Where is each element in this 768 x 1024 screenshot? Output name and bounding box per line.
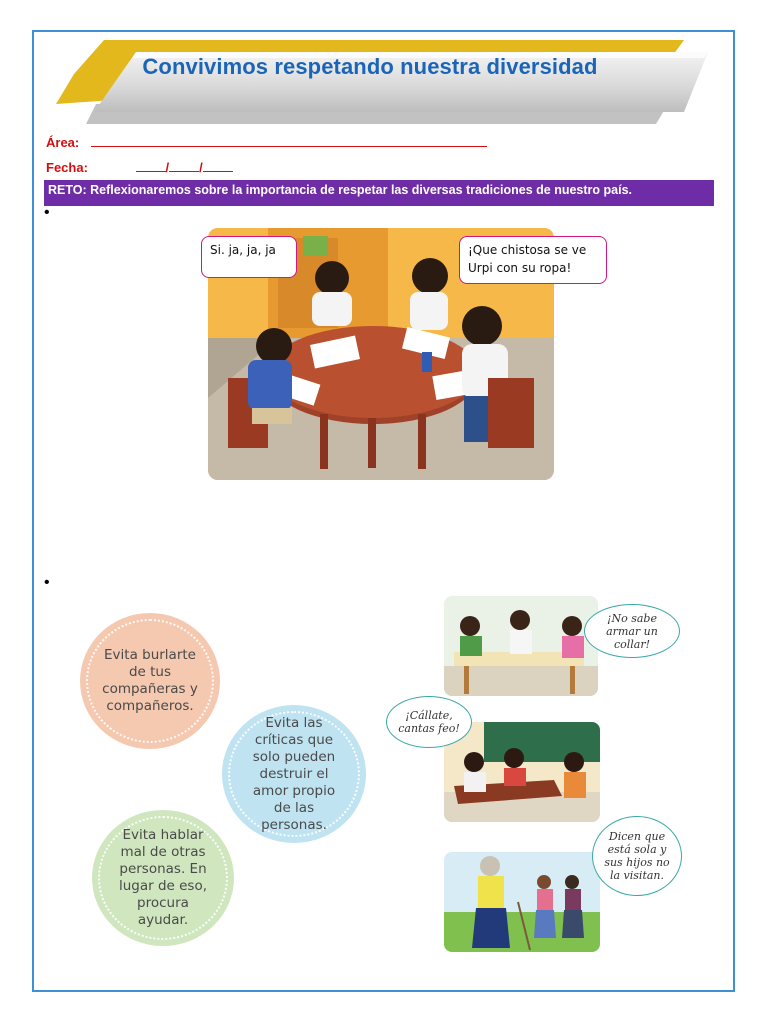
tip-circle-hablar-mal: [92, 810, 234, 946]
fecha-separator: /: [165, 160, 170, 175]
area-field: [46, 134, 487, 150]
fecha-label: Fecha:: [46, 160, 88, 175]
scene-singing: [444, 722, 600, 822]
reto-banner: RETO: Reflexionaremos sobre la importancia de respetar las diversas tradiciones de nuestro país.: [44, 180, 714, 206]
speech-bubble-comment: ¡Que chistosa se ve Urpi con su ropa!: [459, 236, 607, 284]
fecha-month-line[interactable]: [169, 159, 199, 172]
scene-elderly-woman: [444, 852, 600, 952]
scene-bubble-necklace: ¡No sabe armar un collar!: [584, 604, 680, 658]
area-label: Área:: [46, 135, 80, 150]
speech-bubble-laugh: Si. ja, ja, ja: [201, 236, 297, 278]
fecha-field: [46, 159, 233, 175]
fecha-day-line[interactable]: [136, 159, 166, 172]
fecha-separator: /: [199, 160, 203, 175]
fecha-year-line[interactable]: [203, 159, 233, 172]
tip-text: Evita burlarte de tus compañeras y compañeros.: [102, 647, 198, 714]
bullet-1: •: [44, 204, 50, 221]
title-banner: [56, 38, 712, 124]
scene-bubble-elderly: Dicen que está sola y sus hijos no la visitan.: [592, 816, 682, 896]
tip-text: Evita hablar mal de otras personas. En lugar de eso, procura ayudar.: [118, 827, 208, 928]
tip-text: Evita las críticas que solo pueden destruir el amor propio de las personas.: [252, 714, 336, 833]
page-title: Convivimos respetando nuestra diversidad: [142, 54, 598, 79]
scene-necklace: [444, 596, 598, 696]
bullet-2: •: [44, 574, 50, 591]
scene-bubble-singing: ¡Cállate, cantas feo!: [386, 696, 472, 748]
tip-circle-burlas: [80, 613, 220, 749]
area-line[interactable]: [91, 134, 487, 147]
tip-circle-criticas: [222, 705, 366, 843]
